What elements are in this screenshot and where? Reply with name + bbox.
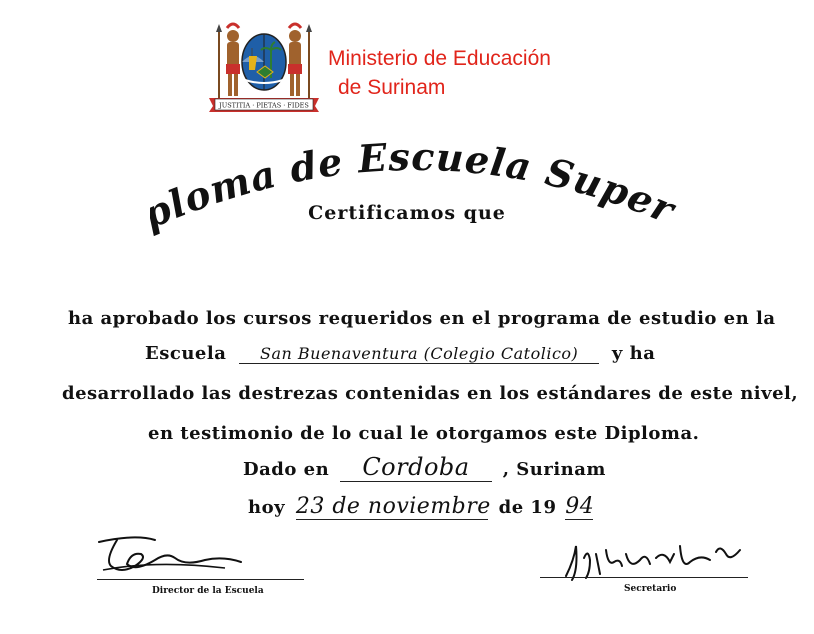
date-row bbox=[248, 494, 593, 520]
date-prefix: hoy bbox=[248, 497, 286, 518]
school-name-field: San Buenaventura (Colegio Catolico) bbox=[239, 344, 599, 364]
secretary-label: Secretario bbox=[624, 584, 677, 594]
date-field: 23 de noviembre bbox=[295, 494, 491, 519]
body-line-4: en testimonio de lo cual le otorgamos este Diploma. bbox=[148, 423, 700, 444]
ministry-name-line2: de Surinam bbox=[338, 76, 446, 99]
diploma-title-container bbox=[150, 140, 680, 250]
certify-subtitle: Certificamos que bbox=[308, 202, 506, 224]
place-suffix: , Surinam bbox=[502, 459, 606, 480]
school-prefix: Escuela bbox=[145, 343, 227, 364]
school-suffix: y ha bbox=[611, 343, 656, 364]
year-field: 94 bbox=[565, 494, 595, 519]
secretary-signature bbox=[560, 540, 745, 582]
school-row bbox=[145, 343, 655, 364]
city-field: Cordoba bbox=[340, 453, 492, 482]
place-row bbox=[243, 453, 606, 482]
year-prefix: de 19 bbox=[498, 497, 557, 518]
place-prefix: Dado en bbox=[243, 459, 330, 480]
director-signature-line bbox=[97, 579, 304, 580]
ministry-name-line1: Ministerio de Educación bbox=[328, 47, 551, 70]
coat-of-arms-emblem bbox=[205, 22, 323, 114]
director-label: Director de la Escuela bbox=[152, 586, 264, 596]
diploma-title: loma de Escuela Super bbox=[162, 140, 680, 233]
body-line-1: ha aprobado los cursos requeridos en el programa de estudio en la bbox=[68, 308, 776, 329]
body-line-3: desarrollado las destrezas contenidas en los estándares de este nivel, bbox=[62, 383, 799, 404]
director-signature bbox=[95, 530, 245, 580]
secretary-signature-line bbox=[540, 577, 748, 578]
svg-text:JUSTITIA · PIETAS · FIDES: JUSTITIA · PIETAS · FIDES bbox=[219, 101, 309, 110]
